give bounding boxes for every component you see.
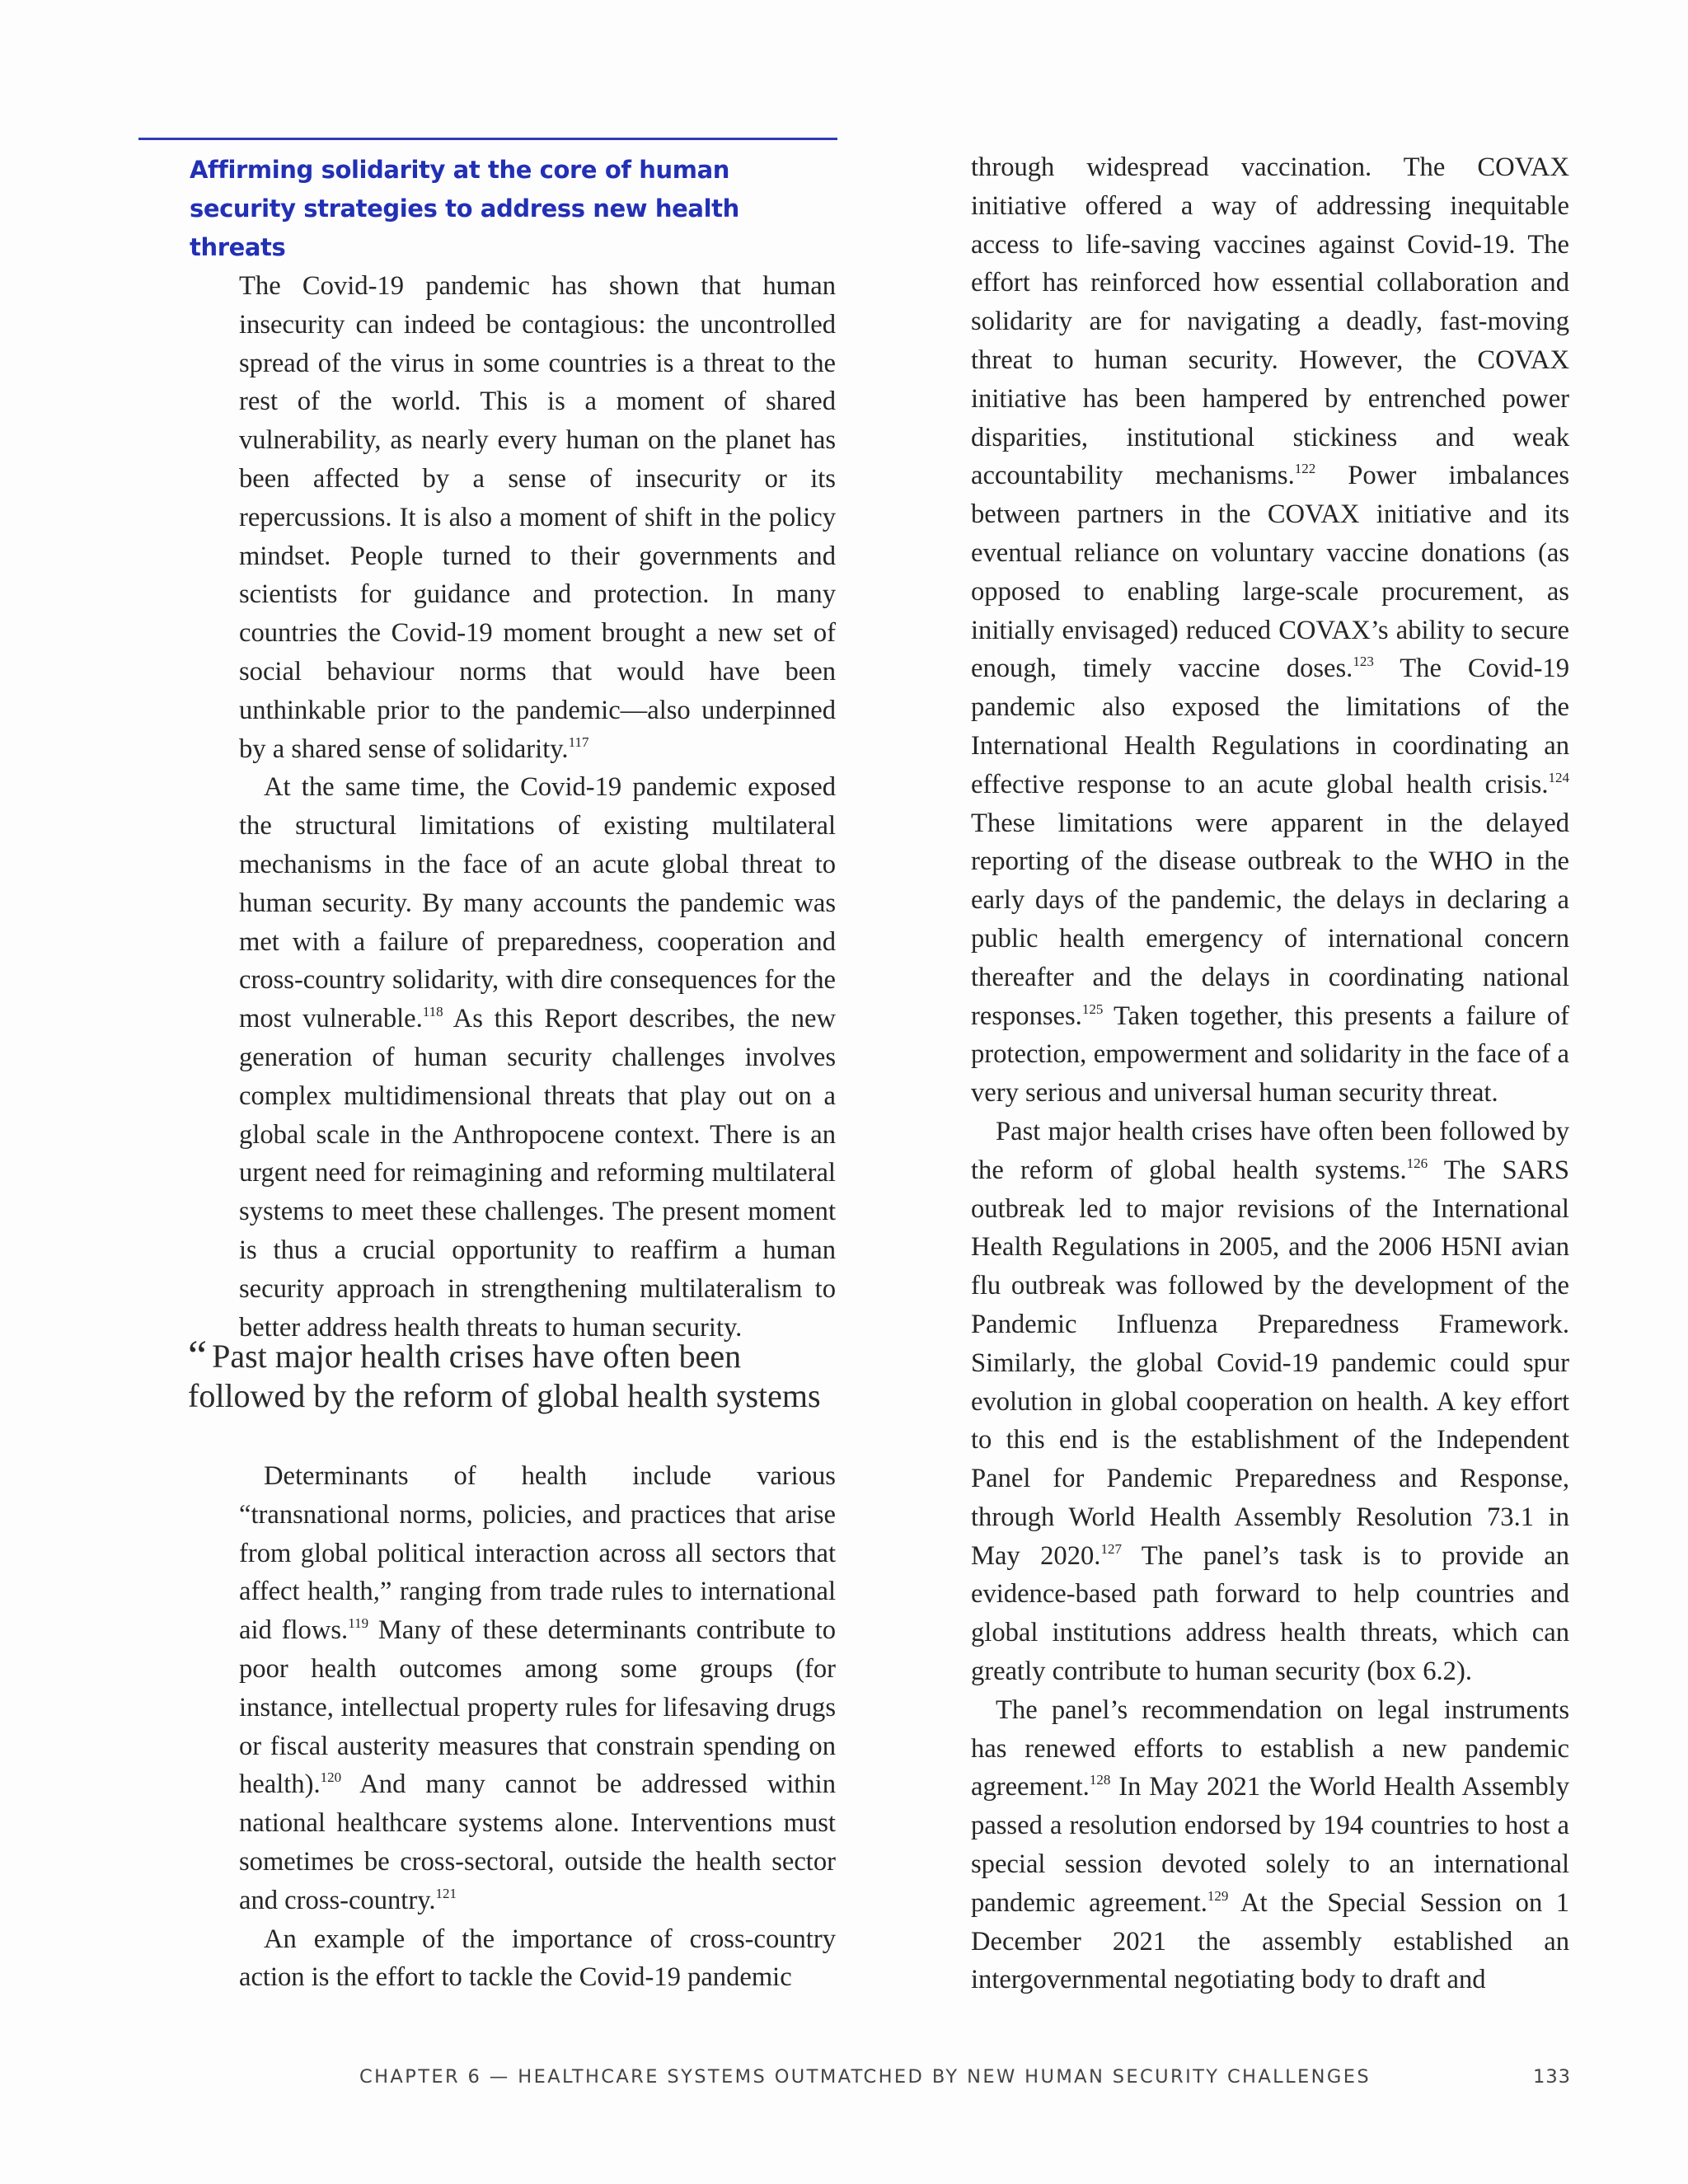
footnote-ref[interactable]: 121 [435, 1885, 457, 1901]
footnote-ref[interactable]: 117 [568, 733, 589, 750]
footnote-ref[interactable]: 127 [1100, 1540, 1122, 1557]
footnote-ref[interactable]: 119 [348, 1615, 369, 1632]
box-top-rule [138, 138, 837, 140]
paragraph: through widespread vaccination. The COVAX initiative offered a way of addressing inequitable access to life-saving vaccines against Covid-19. The effort has reinforced how essential collaboration and solidarity are for navigating a deadly, fast-moving threat to human security. However, the COVAX initiative has been hampered by entrenched power disparities, institutional stickiness and weak accountability mechanisms.$^{122}$ Power imbalances between partners in the COVAX initiative and its eventual reliance on voluntary vaccine donations (as opposed to enabling large-scale procurement, as initially envisaged) reduced COVAX’s ability to secure enough, timely vaccine doses.$^{123}$ The Covid-19 pandemic also exposed the limitations of the International Health Regulations in coordinating an effective response to an acute global health crisis.$^{124}$ These limitations were apparent in the delayed reporting of the disease outbreak to the WHO in the early days of the pandemic, the delays in declaring a public health emergency of international concern thereafter and the delays in coordinating national responses.$^{125}$ Taken together, this presents a failure of protection, empowerment and solidarity in the face of a very serious and universal human security threat. [971, 152, 1570, 1108]
footnote-ref[interactable]: 123 [1353, 654, 1374, 670]
footnote-ref[interactable]: 125 [1081, 1001, 1104, 1017]
paragraph: Determinants of health include various “transnational norms, policies, and practices that arise from global political interaction across all sectors that affect health,” ranging from trade rules to international aid flows.$^{119}$ Many of these determinants contribute to poor health outcomes among some groups (for instance, intellectual property rules for lifesaving drugs or fiscal austerity measures that constrain spending on health).$^{120}$ And many cannot be addressed within national healthcare systems alone. Interventions must sometimes be cross-sectoral, outside the health sector and cross-country.$^{121}$ [239, 1461, 836, 1915]
paragraph: The Covid-19 pandemic has shown that human insecurity can indeed be contagious: the uncontrolled spread of the virus in some countries is a threat to the rest of the world. This is a moment of shared vulnerability, as nearly every human on the planet has been affected by a sense of insecurity or its repercussions. It is also a moment of shift in the policy mindset. People turned to their governments and scientists for guidance and protection. In many countries the Covid-19 moment brought a new set of social behaviour norms that would have been unthinkable prior to the pandemic—also underpinned by a shared sense of solidarity.$^{117}$ [239, 271, 836, 764]
left-column-upper [239, 267, 836, 1347]
quote-mark-icon: “ [188, 1333, 208, 1380]
footnote-ref[interactable]: 124 [1548, 769, 1569, 785]
paragraph: At the same time, the Covid-19 pandemic exposed the structural limitations of existing multilateral mechanisms in the face of an acute global threat to human security. By many accounts the pandemic was met with a failure of preparedness, cooperation and cross-country solidarity, with dire consequences for the most vulnerable.$^{118}$ As this Report describes, the new generation of human security challenges involves complex multidimensional threats that play out on a global scale in the Anthropocene context. There is an urgent need for reimagining and reforming multilateral systems to meet these challenges. The present moment is thus a crucial opportunity to reaffirm a human security approach in strengthening multilateralism to better address health threats to human security. [239, 772, 837, 1343]
paragraph: An example of the importance of cross-country action is the effort to tackle the Covid-19 pandemic [239, 1924, 836, 1993]
pull-quote: “ Past major health crises have often been followed by the reform of global health systems [188, 1333, 821, 1414]
paragraph: Past major health crises have often been followed by the reform of global health systems.$^{126}$ The SARS outbreak led to major revisions of the International Health Regulations in 2005, and the 2006 H5NI avian flu outbreak was followed by the development of the Pandemic Influenza Preparedness Framework. Similarly, the global Covid-19 pandemic could spur evolution in global cooperation on health. A key effort to this end is the establishment of the Independent Panel for Pandemic Preparedness and Response, through World Health Assembly Resolution 73.1 in May 2020.$^{127}$ The panel’s task is to provide an evidence-based path forward to help countries and global institutions address health threats, which can greatly contribute to human security (box 6.2). [971, 1116, 1569, 1687]
footnote-ref[interactable]: 118 [422, 1004, 443, 1020]
page-number: 133 [1533, 2066, 1571, 2088]
footnote-ref[interactable]: 120 [320, 1769, 342, 1786]
footnote-ref[interactable]: 128 [1089, 1772, 1111, 1788]
footnote-ref[interactable]: 129 [1207, 1887, 1229, 1904]
left-column-lower [239, 1457, 836, 1997]
right-column [971, 148, 1569, 1999]
chapter-running-title: CHAPTER 6 — HEALTHCARE SYSTEMS OUTMATCHED BY NEW HUMAN SECURITY CHALLENGES [359, 2066, 1372, 2088]
footnote-ref[interactable]: 126 [1406, 1155, 1428, 1171]
box-heading: Affirming solidarity at the core of human security strategies to address new health threats [190, 156, 739, 261]
paragraph: The panel’s recommendation on legal instruments has renewed efforts to establish a new pandemic agreement.$^{128}$ In May 2021 the World Health Assembly passed a resolution endorsed by 194 countries to host a special session devoted solely to an international pandemic agreement.$^{129}$ At the Special Session on 1 December 2021 the assembly established an intergovernmental negotiating body to draft and [971, 1694, 1569, 1995]
footnote-ref[interactable]: 122 [1294, 461, 1316, 477]
